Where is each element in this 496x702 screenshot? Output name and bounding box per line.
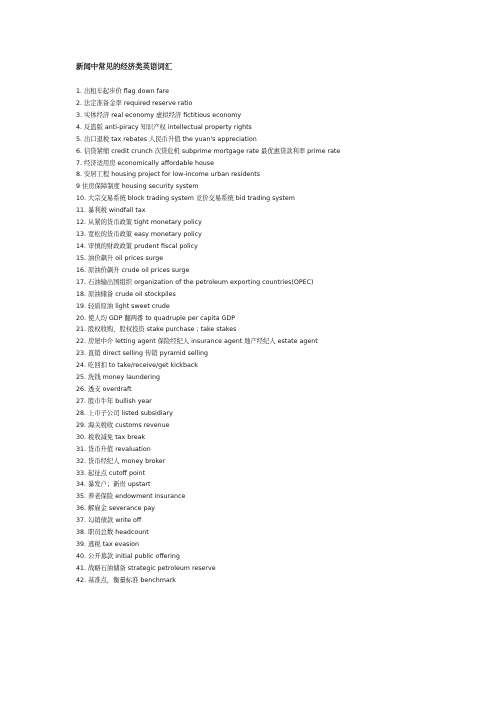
vocabulary-entry: 11. 暴利税 windfall tax bbox=[76, 207, 146, 215]
vocabulary-entry: 42. 基准点，衡量标准 benchmark bbox=[76, 576, 176, 584]
vocabulary-entry: 38. 职员总数 headcount bbox=[76, 529, 149, 537]
vocabulary-entry: 10. 大宗交易系统 block trading system 竞价交易系统 bid trading system bbox=[76, 195, 295, 203]
vocabulary-entry: 17. 石油输出国组织 organization of the petroleum exporting countries(OPEC) bbox=[76, 278, 314, 286]
vocabulary-entry: 24. 吃回扣 to take/receive/get kickback bbox=[76, 362, 198, 370]
vocabulary-entry: 23. 直销 direct selling 传销 pyramid selling bbox=[76, 350, 209, 358]
vocabulary-list bbox=[76, 86, 476, 587]
vocabulary-entry: 14. 审慎的财政政策 prudent fiscal policy bbox=[76, 242, 198, 250]
vocabulary-entry: 22. 房屋中介 letting agent 保险经纪人 insurance agent 地产经纪人 estate agent bbox=[76, 338, 318, 346]
vocabulary-entry: 16. 原油价飙升 crude oil prices surge bbox=[76, 266, 190, 274]
vocabulary-entry: 7. 经济适用房 economically affordable house bbox=[76, 159, 214, 167]
vocabulary-entry: 36. 解雇金 severance pay bbox=[76, 505, 156, 513]
vocabulary-entry: 18. 原油储备 crude oil stockpiles bbox=[76, 290, 176, 298]
vocabulary-entry: 12. 从紧的货币政策 tight monetary policy bbox=[76, 219, 202, 227]
vocabulary-entry: 37. 勾销债款 write off bbox=[76, 517, 142, 525]
vocabulary-entry: 31. 货币升值 revaluation bbox=[76, 445, 151, 453]
vocabulary-entry: 30. 税收减免 tax break bbox=[76, 433, 146, 441]
document-title: 新闻中常见的经济类英语词汇 bbox=[76, 62, 173, 71]
vocabulary-entry: 25. 洗钱 money laundering bbox=[76, 374, 160, 382]
vocabulary-entry: 39. 逃税 tax evasion bbox=[76, 541, 139, 549]
vocabulary-entry: 5. 出口退税 tax rebates 人民币升值 the yuan's appreciation bbox=[76, 135, 257, 143]
vocabulary-entry: 41. 战略石油储备 strategic petroleum reserve bbox=[76, 564, 216, 572]
vocabulary-entry: 2. 法定准备金率 required reserve ratio bbox=[76, 99, 193, 107]
vocabulary-entry: 21. 股权收购、股权投资 stake purchase ; take stakes bbox=[76, 326, 237, 334]
vocabulary-entry: 15. 油价飙升 oil prices surge bbox=[76, 254, 164, 262]
vocabulary-entry: 3. 实体经济 real economy 虚拟经济 fictitious economy bbox=[76, 111, 242, 119]
vocabulary-entry: 4. 反盗版 anti-piracy 知识产权 intellectual property rights bbox=[76, 123, 252, 131]
vocabulary-entry: 29. 海关税收 customs revenue bbox=[76, 421, 170, 429]
vocabulary-entry: 20. 使人均 GDP 翻两番 to quadruple per capita GDP bbox=[76, 314, 236, 322]
vocabulary-entry: 32. 货币经纪人 money broker bbox=[76, 457, 166, 465]
vocabulary-entry: 1. 出租车起步价 flag down fare bbox=[76, 88, 170, 95]
vocabulary-entry: 35. 养老保险 endowment insurance bbox=[76, 493, 186, 501]
vocabulary-entry: 28. 上市子公司 listed subsidiary bbox=[76, 409, 173, 417]
vocabulary-entry: 8. 安居工程 housing project for low-income urban residents bbox=[76, 171, 261, 179]
vocabulary-entry: 9 住房保障制度 housing security system bbox=[76, 183, 199, 191]
vocabulary-entry: 19. 轻质原油 light sweet crude bbox=[76, 302, 170, 310]
vocabulary-entry: 27. 股市牛年 bullish year bbox=[76, 397, 152, 405]
vocabulary-entry: 6. 信贷紧缩 credit crunch 次贷危机 subprime mortgage rate 最优惠贷款利率 prime rate bbox=[76, 147, 341, 155]
vocabulary-entry: 34. 暴发户；新贵 upstart bbox=[76, 481, 151, 489]
vocabulary-entry: 33. 起征点 cutoff point bbox=[76, 469, 146, 477]
vocabulary-entry: 26. 透支 overdraft bbox=[76, 386, 132, 394]
vocabulary-entry: 40. 公开募款 initial public offering bbox=[76, 552, 180, 560]
vocabulary-entry: 13. 宽松的货币政策 easy monetary policy bbox=[76, 231, 202, 239]
